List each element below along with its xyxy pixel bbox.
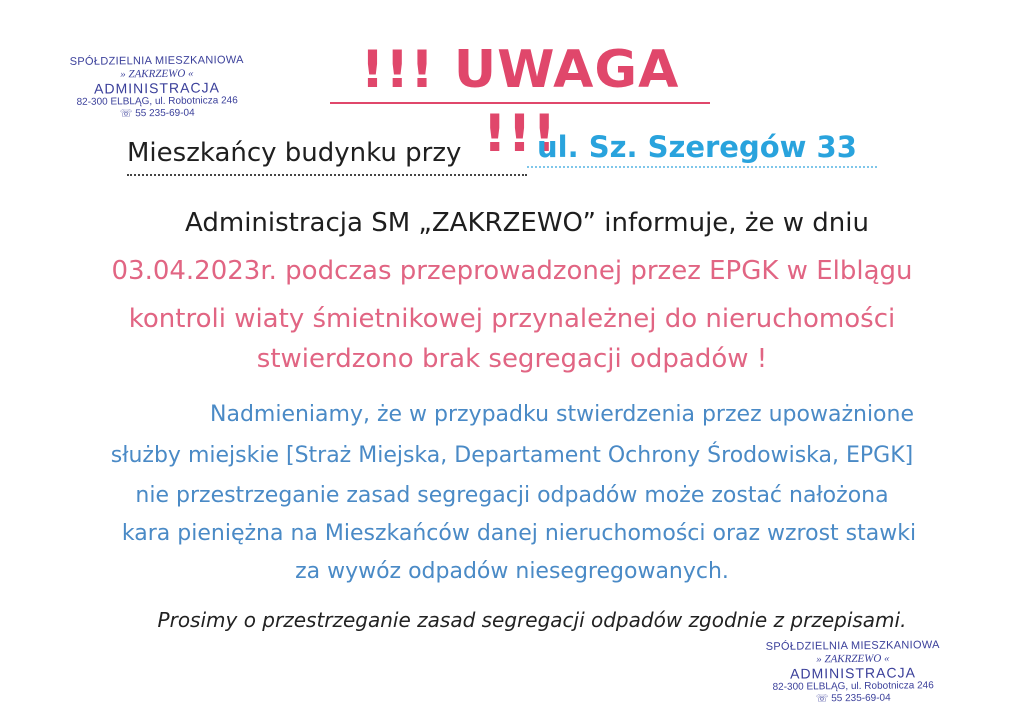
dotted-underline	[127, 174, 527, 176]
stamp-phone: ☏ 55 235-69-04	[815, 692, 891, 705]
stamp-top	[62, 54, 253, 120]
warning-line: kara pieniężna na Mieszkańców danej nieruchomości oraz wzrost stawki	[121, 521, 917, 546]
building-address: ul. Sz. Szeregów 33	[537, 130, 857, 164]
stamp-bottom	[758, 639, 949, 705]
stamp-line: ADMINISTRACJA	[94, 79, 220, 97]
residents-line	[127, 130, 887, 174]
stamp-line: » ZAKRZEWO «	[816, 652, 890, 666]
inspection-line: 03.04.2023r. podczas przeprowadzonej przez EPGK w Elblągu	[111, 256, 913, 286]
stamp-line: ADMINISTRACJA	[790, 664, 916, 682]
stamp-line: SPÓŁDZIELNIA MIESZKANIOWA	[765, 639, 940, 653]
inspection-line: kontroli wiaty śmietnikowej przynależnej do nieruchomości	[128, 304, 896, 334]
warning-line: za wywóz odpadów niesegregowanych.	[295, 559, 729, 584]
address-dotted-underline	[527, 166, 877, 168]
inspection-line: stwierdzono brak segregacji odpadów !	[256, 344, 768, 374]
headline: !!! UWAGA !!!	[360, 40, 680, 164]
stamp-phone: ☏ 55 235-69-04	[119, 107, 195, 120]
warning-line: nie przestrzeganie zasad segregacji odpadów może zostać nałożona	[135, 483, 889, 508]
warning-line: Nadmieniamy, że w przypadku stwierdzenia przez upoważnione	[210, 402, 914, 427]
warning-line: służby miejskie [Straż Miejska, Departament Ochrony Środowiska, EPGK]	[110, 443, 914, 468]
closing-request: Prosimy o przestrzeganie zasad segregacji odpadów zgodnie z przepisami.	[157, 608, 907, 632]
stamp-line: 82-300 ELBLĄG, ul. Robotnicza 246	[76, 95, 238, 109]
admin-statement: Administracja SM „ZAKRZEWO” informuje, że w dniu	[185, 208, 869, 238]
stamp-line: » ZAKRZEWO «	[120, 67, 194, 81]
stamp-line: 82-300 ELBLĄG, ul. Robotnicza 246	[772, 680, 934, 694]
residents-lead: Mieszkańcy budynku przy	[127, 138, 462, 168]
stamp-line: SPÓŁDZIELNIA MIESZKANIOWA	[69, 54, 244, 68]
headline-underline	[330, 102, 710, 104]
